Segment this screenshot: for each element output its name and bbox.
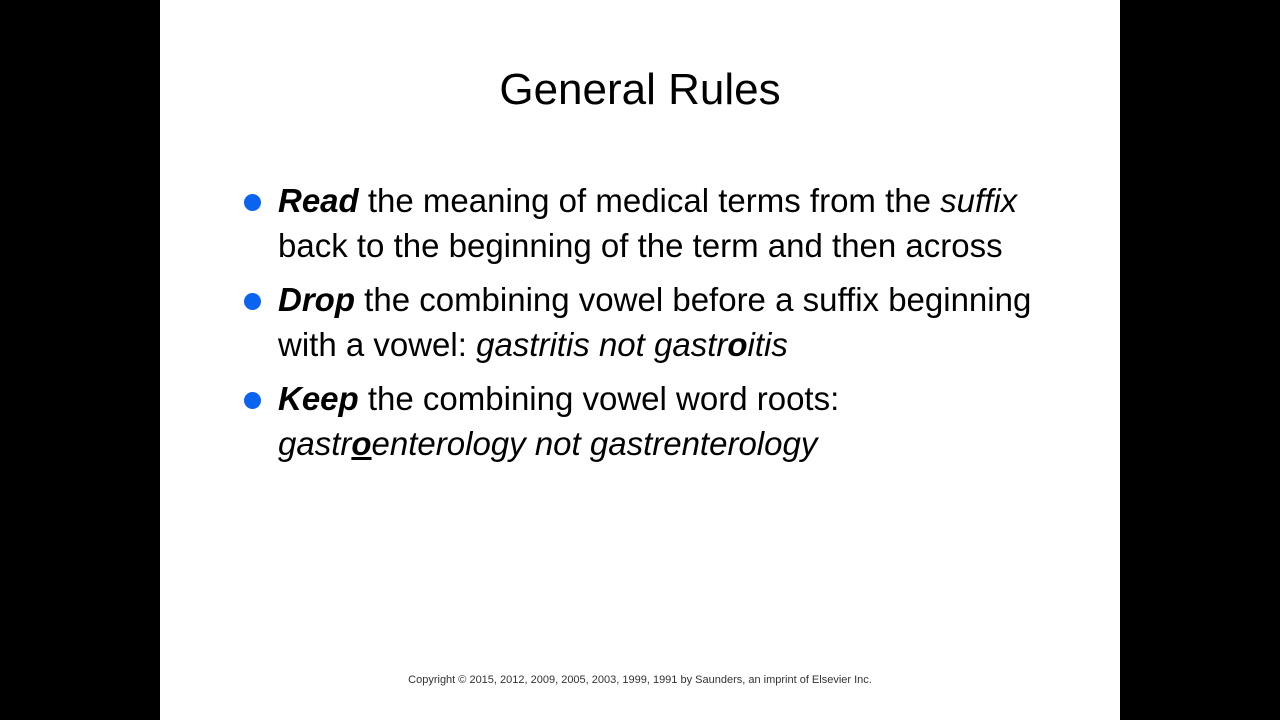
bullet-text: back to the beginning of the term and then across — [278, 227, 1003, 264]
bullet-dot-icon — [244, 194, 261, 211]
bullet-example-vowel: o — [727, 326, 748, 363]
bullet-text: the combining vowel word roots: — [358, 380, 840, 417]
bullet-item-drop — [244, 277, 1044, 367]
bullet-item-read — [244, 178, 1044, 268]
bullet-dot-icon — [244, 293, 261, 310]
bullet-lead: Drop — [278, 281, 355, 318]
bullet-lead: Keep — [278, 380, 359, 417]
slide-title: General Rules — [499, 65, 781, 114]
bullet-example-vowel: o — [351, 425, 372, 462]
bullet-example: itis — [747, 326, 788, 363]
bullet-list — [244, 178, 1044, 475]
bullet-example: enterology not gastrenterology — [371, 425, 818, 462]
bullet-dot-icon — [244, 392, 261, 409]
bullet-emphasis: suffix — [940, 182, 1018, 219]
bullet-lead: Read — [278, 182, 359, 219]
copyright-footer: Copyright © 2015, 2012, 2009, 2005, 2003, 1999, 1991 by Saunders, an imprint of Elsevier Inc. — [408, 674, 872, 686]
slide — [160, 0, 1120, 720]
bullet-text: the combining vowel before a suffix beginning with a vowel: — [278, 281, 1032, 363]
bullet-item-keep — [244, 376, 1044, 466]
bullet-text: the meaning of medical terms from the — [358, 182, 941, 219]
bullet-example: gastr — [278, 425, 352, 462]
bullet-example: gastritis not gastr — [476, 326, 728, 363]
